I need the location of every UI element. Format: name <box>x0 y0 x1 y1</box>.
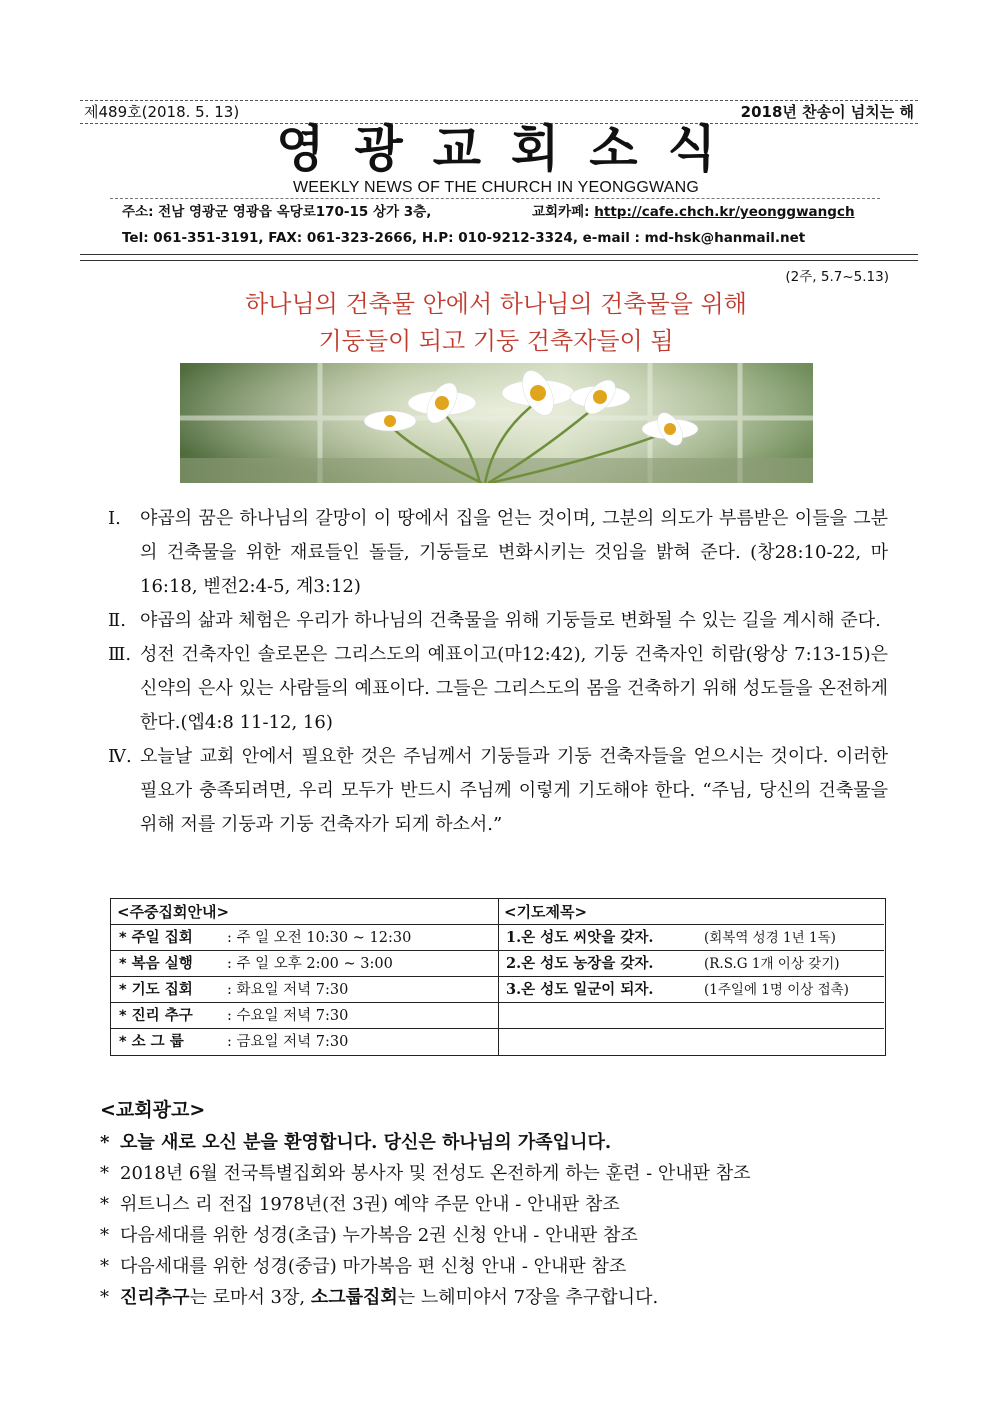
meeting-time: : 금요일 저녁 7:30 <box>227 1034 349 1050</box>
bullet-star: * <box>100 1287 109 1308</box>
meetings-header <box>111 899 498 925</box>
point-text: 야곱의 꿈은 하나님의 갈망이 이 땅에서 집을 얻는 것이며, 그분의 의도가 부름받은 이들을 그분의 건축물을 위한 재료들인 돌들, 기둥들로 변화시키는 것임을 밝혀 준다. (창28:10-22, 마16:18, 벧전2:4-5, 계3:12) <box>140 508 888 597</box>
meeting-row <box>111 951 498 977</box>
prayer-row <box>498 925 884 951</box>
meeting-row <box>111 1003 498 1029</box>
meeting-time: : 수요일 저녁 7:30 <box>227 1008 349 1024</box>
truth-pursuit-text: 는 로마서 3장, <box>189 1287 311 1308</box>
prayer-point: 1.온 성도 씨앗을 갖자. <box>506 929 654 946</box>
meeting-row <box>111 925 498 951</box>
small-group-text: 는 느헤미야서 7장을 추구합니다. <box>397 1287 659 1308</box>
prayer-point: 3.온 성도 일군이 되자. <box>506 981 654 998</box>
newsletter-title: 영광교회소식 <box>276 120 746 178</box>
daisy-illustration <box>180 363 813 483</box>
notice-text: 2018년 6월 전국특별집회와 봉사자 및 전성도 온전하게 하는 훈련 - 안내판 참조 <box>120 1163 751 1184</box>
meetings-column <box>111 899 499 1055</box>
point-text: 성전 건축자인 솔로몬은 그리스도의 예표이고(마12:42), 기둥 건축자인 히람(왕상 7:13-15)은 신약의 은사 있는 사람들의 예표이다. 그들은 그리스도의 몸을 건축하기 위해 성도들을 온전하게 한다.(엡4:8 11-12, 16) <box>140 644 888 733</box>
prayer-goal: (R.S.G 1개 이상 갖기) <box>704 956 840 972</box>
point-text: 야곱의 삶과 체험은 우리가 하나님의 건축물을 위해 기둥들로 변화될 수 있는 길을 계시해 준다. <box>140 610 881 631</box>
lesson-headline-line2: 기둥들이 되고 기둥 건축자들이 됨 <box>318 327 674 355</box>
cafe-label: 교회카페: <box>532 204 590 220</box>
meeting-time: : 주 일 오전 10:30 ~ 12:30 <box>227 930 412 946</box>
church-address: 주소: 전남 영광군 영광읍 옥당로170-15 상가 3층, <box>122 204 432 220</box>
notice-item <box>100 1251 900 1282</box>
point-numeral: Ⅰ. <box>108 508 121 529</box>
meeting-time: : 화요일 저녁 7:30 <box>227 982 349 998</box>
outline-point <box>108 502 888 604</box>
cafe-info <box>532 202 855 222</box>
meeting-label: * 주일 집회 <box>119 930 193 946</box>
double-divider <box>80 254 918 261</box>
empty-row <box>498 1029 884 1055</box>
outline-point <box>108 740 888 842</box>
point-numeral: Ⅱ. <box>108 610 126 631</box>
prayer-header <box>498 899 884 925</box>
empty-row <box>498 1003 884 1029</box>
point-numeral: Ⅲ. <box>108 644 132 665</box>
meeting-row <box>111 977 498 1003</box>
notice-text: 다음세대를 위한 성경(초급) 누가복음 2권 신청 안내 - 안내판 참조 <box>120 1225 638 1246</box>
prayer-goal: (회복역 성경 1년 1독) <box>704 930 836 946</box>
outline-point <box>108 638 888 740</box>
lesson-outline <box>108 502 888 842</box>
notice-item <box>100 1127 900 1158</box>
meetings-header-label: <주중집회안내> <box>117 903 230 921</box>
notice-text: 다음세대를 위한 성경(중급) 마가복음 편 신청 안내 - 안내판 참조 <box>120 1256 627 1277</box>
welcome-text: 오늘 새로 오신 분을 환영합니다. 당신은 하나님의 가족입니다. <box>120 1132 612 1153</box>
notices-list <box>100 1127 900 1313</box>
point-text: 오늘날 교회 안에서 필요한 것은 주님께서 기둥들과 기둥 건축자들을 얻으시는 것이다. 이러한 필요가 충족되려면, 우리 모두가 반드시 주님께 이렇게 기도해야 한다. “주님, 당신의 건축물을 위해 저를 기둥과 기둥 건축자가 되게 하소서.” <box>140 746 888 835</box>
notice-item <box>100 1282 900 1313</box>
daisy-photo <box>180 363 813 483</box>
point-numeral: Ⅳ. <box>108 746 132 767</box>
year-motto: 2018년 찬송이 넘치는 해 <box>740 103 914 121</box>
cafe-link[interactable]: http://cafe.chch.kr/yeonggwangch <box>594 204 855 220</box>
meeting-label: * 소 그 룹 <box>119 1034 184 1050</box>
schedule-table <box>110 898 886 1056</box>
notice-item <box>100 1158 900 1189</box>
notice-item <box>100 1189 900 1220</box>
prayer-row <box>498 977 884 1003</box>
small-group-term: 소그룹집회 <box>310 1287 398 1308</box>
meeting-label: * 기도 집회 <box>119 982 193 998</box>
prayer-column <box>498 899 884 1055</box>
bullet-star: * <box>100 1132 110 1153</box>
divider <box>110 198 880 199</box>
issue-number: 제489호(2018. 5. 13) <box>84 103 240 121</box>
notice-item <box>100 1220 900 1251</box>
meeting-time: : 주 일 오후 2:00 ~ 3:00 <box>227 956 393 972</box>
notices-title: <교회광고> <box>100 1099 206 1121</box>
meeting-row <box>111 1029 498 1055</box>
prayer-goal: (1주일에 1명 이상 접촉) <box>704 982 849 998</box>
notice-text: 위트니스 리 전집 1978년(전 3권) 예약 주문 안내 - 안내판 참조 <box>120 1194 620 1215</box>
truth-pursuit-term: 진리추구 <box>120 1287 190 1308</box>
contact-info: Tel: 061-351-3191, FAX: 061-323-2666, H.P: 010-9212-3324, e-mail : md-hsk@hanmail.net <box>122 230 806 246</box>
meeting-label: * 복음 실행 <box>119 956 193 972</box>
outline-point <box>108 604 888 638</box>
bullet-star: * <box>100 1256 109 1277</box>
bullet-star: * <box>100 1194 109 1215</box>
meeting-label: * 진리 추구 <box>119 1008 193 1024</box>
newsletter-subtitle: WEEKLY NEWS OF THE CHURCH IN YEONGGWANG <box>292 179 700 196</box>
bullet-star: * <box>100 1163 109 1184</box>
prayer-point: 2.온 성도 농장을 갖자. <box>506 955 654 972</box>
lesson-headline-line1: 하나님의 건축물 안에서 하나님의 건축물을 위해 <box>245 290 747 318</box>
prayer-header-label: <기도제목> <box>504 903 588 921</box>
week-note: (2주, 5.7~5.13) <box>785 269 889 285</box>
prayer-row <box>498 951 884 977</box>
bullet-star: * <box>100 1225 109 1246</box>
